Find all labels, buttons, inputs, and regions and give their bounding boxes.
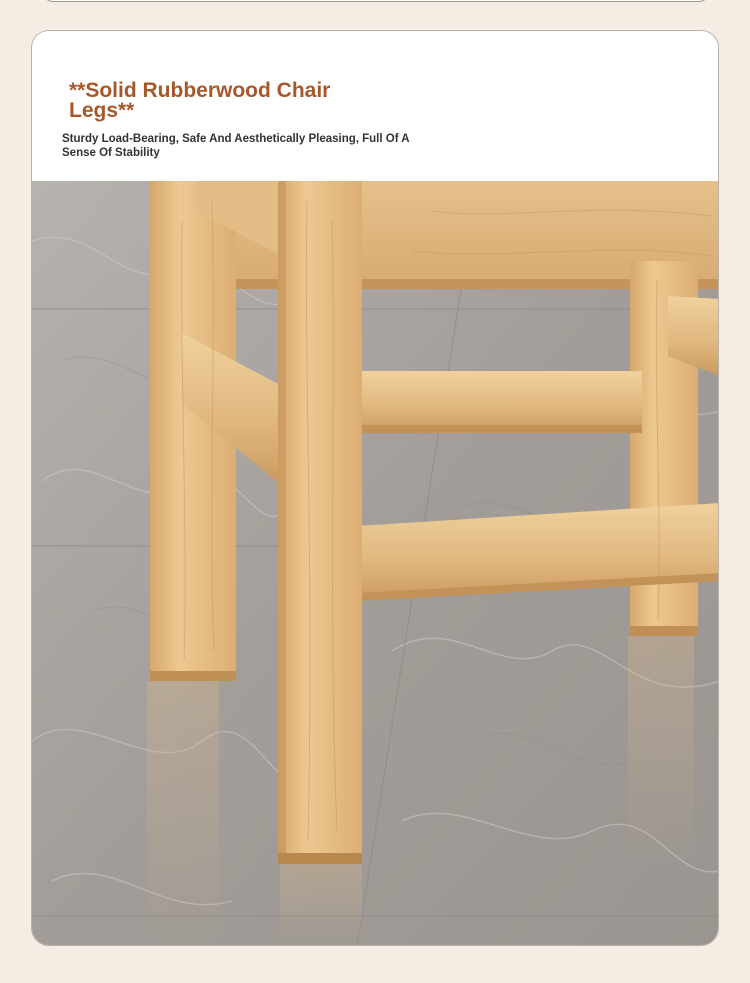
- feature-title: **Solid Rubberwood Chair Legs**: [69, 79, 331, 122]
- feature-card: [31, 30, 719, 946]
- card-header: [32, 31, 719, 181]
- feature-subtitle: Sturdy Load-Bearing, Safe And Aesthetically Pleasing, Full Of A Sense Of Stability: [62, 133, 410, 159]
- chair-legs-photo: [32, 181, 719, 946]
- previous-card-edge: [40, 0, 712, 2]
